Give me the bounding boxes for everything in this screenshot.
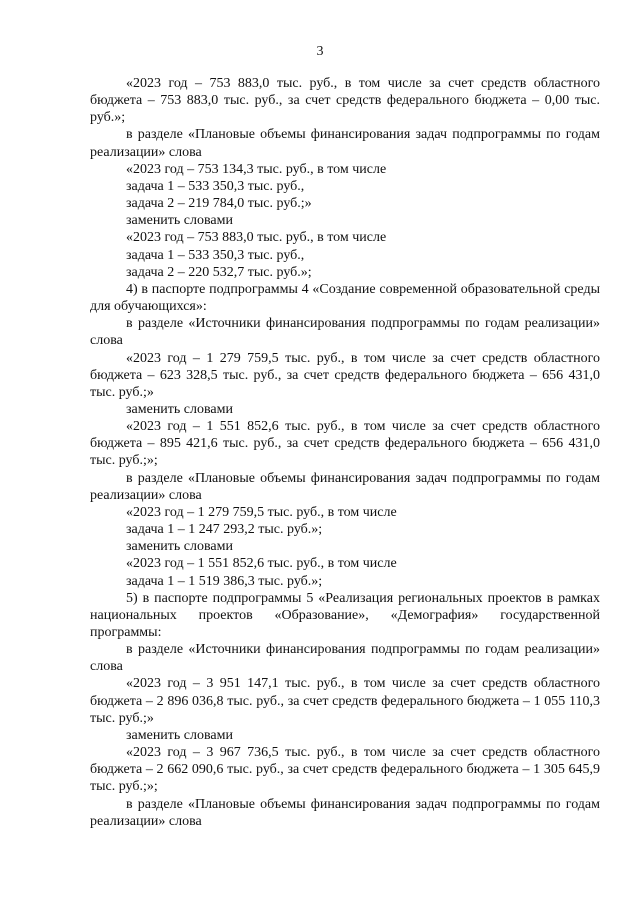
paragraph: задача 2 – 220 532,7 тыс. руб.»; xyxy=(126,264,312,280)
paragraph: в разделе «Источники финансирования подпрограммы по годам реализации» слова xyxy=(90,642,600,675)
paragraph: «2023 год – 1 279 759,5 тыс. руб., в том числе за счет средств областного бюджета – 623 328,5 тыс. руб., за счет средств федерального бюджета – 656 431,0 тыс. руб.;» xyxy=(90,350,600,400)
paragraph: «2023 год – 1 551 852,6 тыс. руб., в том числе за счет средств областного бюджета – 895 421,6 тыс. руб., за счет средств федерального бюджета – 656 431,0 тыс. руб.;»; xyxy=(90,419,600,469)
paragraph: «2023 год – 1 279 759,5 тыс. руб., в том числе xyxy=(126,504,397,520)
document-body xyxy=(90,75,600,830)
paragraph: в разделе «Плановые объемы финансирования задач подпрограммы по годам реализации» слова xyxy=(90,796,600,829)
paragraph: «2023 год – 753 134,3 тыс. руб., в том числе xyxy=(126,161,387,177)
paragraph: «2023 год – 1 551 852,6 тыс. руб., в том числе xyxy=(126,556,397,572)
paragraph: «2023 год – 3 951 147,1 тыс. руб., в том числе за счет средств областного бюджета – 2 896 036,8 тыс. руб., за счет средств федерального бюджета – 1 055 110,3 тыс. руб.;» xyxy=(90,676,600,726)
page-number: 3 xyxy=(316,44,324,59)
paragraph: задача 1 – 1 519 386,3 тыс. руб.»; xyxy=(126,573,323,589)
paragraph: задача 2 – 219 784,0 тыс. руб.;» xyxy=(126,196,312,212)
paragraph: задача 1 – 533 350,3 тыс. руб., xyxy=(126,178,305,194)
paragraph: в разделе «Источники финансирования подпрограммы по годам реализации» слова xyxy=(90,316,600,349)
paragraph: в разделе «Плановые объемы финансирования задач подпрограммы по годам реализации» слова xyxy=(90,470,600,503)
paragraph: заменить словами xyxy=(126,213,233,229)
paragraph: «2023 год – 753 883,0 тыс. руб., в том числе xyxy=(126,230,387,246)
paragraph: 4) в паспорте подпрограммы 4 «Создание современной образовательной среды для обучающихся»: xyxy=(90,281,600,315)
paragraph: задача 1 – 533 350,3 тыс. руб., xyxy=(126,247,305,263)
paragraph: заменить словами xyxy=(126,401,233,417)
paragraph: заменить словами xyxy=(126,539,233,555)
paragraph: «2023 год – 753 883,0 тыс. руб., в том числе за счет средств областного бюджета – 753 883,0 тыс. руб., за счет средств федерального бюджета – 0,00 тыс. руб.»; xyxy=(90,76,600,126)
paragraph: «2023 год – 3 967 736,5 тыс. руб., в том числе за счет средств областного бюджета – 2 662 090,6 тыс. руб., за счет средств федерального бюджета – 1 305 645,9 тыс. руб.;»; xyxy=(90,745,600,795)
paragraph: задача 1 – 1 247 293,2 тыс. руб.»; xyxy=(126,522,323,538)
paragraph: в разделе «Плановые объемы финансирования задач подпрограммы по годам реализации» слова xyxy=(90,127,600,160)
paragraph: заменить словами xyxy=(126,727,233,743)
paragraph: 5) в паспорте подпрограммы 5 «Реализация региональных проектов в рамках национальных проектов «Образование», «Демография» государственной программы: xyxy=(90,590,600,640)
